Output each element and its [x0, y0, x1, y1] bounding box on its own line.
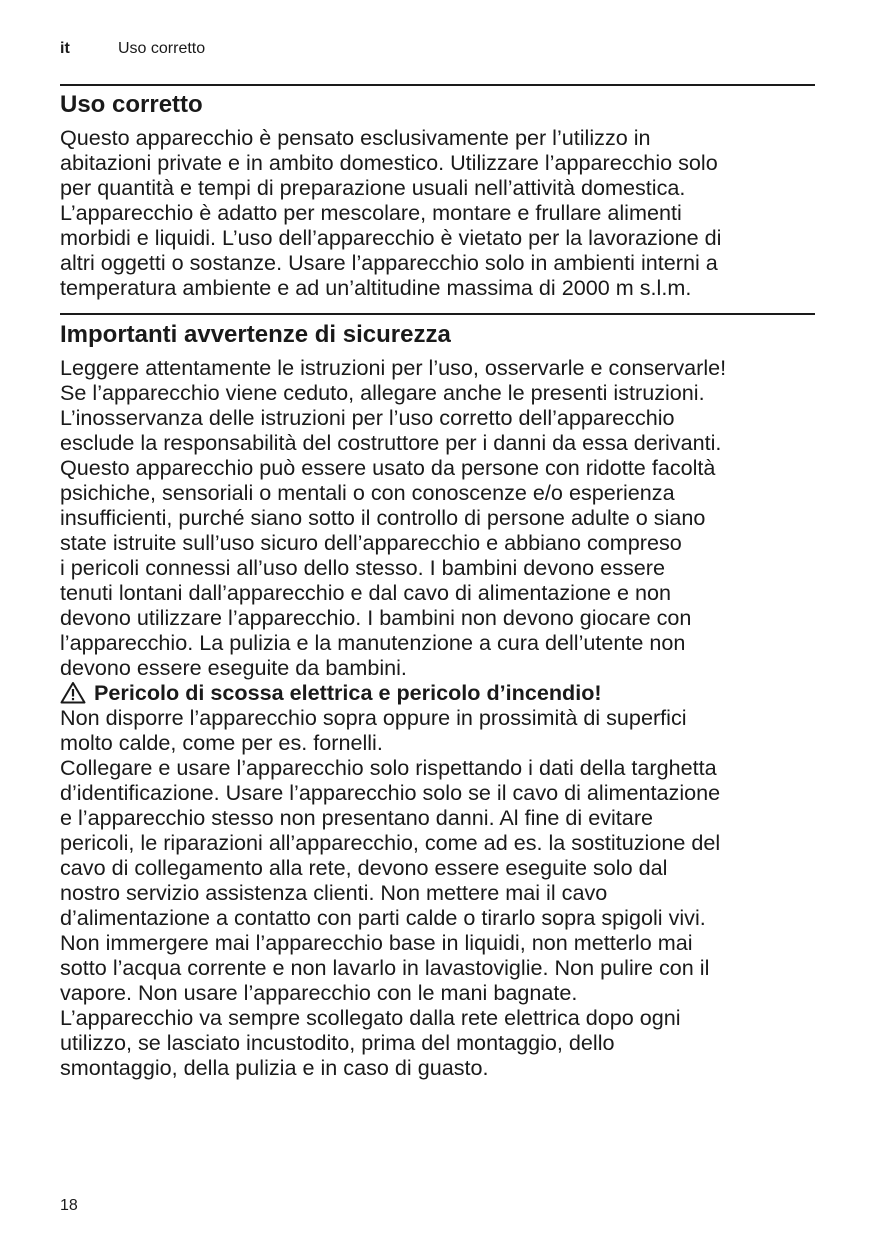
- text-line: per quantità e tempi di preparazione usuali nell’attività domestica.: [60, 175, 686, 200]
- text-line: nostro servizio assistenza clienti. Non mettere mai il cavo: [60, 880, 608, 905]
- section-title-uso-corretto: Uso corretto: [60, 91, 203, 118]
- text-line: Non disporre l’apparecchio sopra oppure in prossimità di superfici: [60, 705, 687, 730]
- text-line: e l’apparecchio stesso non presentano danni. Al fine di evitare: [60, 805, 654, 830]
- text-line: state istruite sull’uso sicuro dell’apparecchio e abbiano compreso: [60, 530, 682, 555]
- text-line: sotto l’acqua corrente e non lavarlo in lavastoviglie. Non pulire con il: [60, 955, 710, 980]
- text-line: L’apparecchio va sempre scollegato dalla rete elettrica dopo ogni: [60, 1005, 681, 1030]
- text-line: devono essere eseguite da bambini.: [60, 655, 407, 680]
- header-section-title: Uso corretto: [118, 40, 206, 57]
- text-line: devono utilizzare l’apparecchio. I bambini non devono giocare con: [60, 605, 692, 630]
- text-line: cavo di collegamento alla rete, devono essere eseguite solo dal: [60, 855, 668, 880]
- warning-title: Pericolo di scossa elettrica e pericolo d’incendio!: [94, 680, 602, 705]
- text-line: i pericoli connessi all’uso dello stesso. I bambini devono essere: [60, 555, 665, 580]
- text-line: insufficienti, purché siano sotto il controllo di persone adulte o siano: [60, 505, 706, 530]
- text-line: L’inosservanza delle istruzioni per l’uso corretto dell’apparecchio: [60, 405, 675, 430]
- text-line: psichiche, sensoriali o mentali o con conoscenze e/o esperienza: [60, 480, 675, 505]
- text-line: tenuti lontani dall’apparecchio e dal cavo di alimentazione e non: [60, 580, 672, 605]
- text-line: d’identificazione. Usare l’apparecchio solo se il cavo di alimentazione: [60, 780, 721, 805]
- language-code: it: [60, 40, 70, 57]
- page-number: 18: [60, 1197, 78, 1214]
- text-line: Leggere attentamente le istruzioni per l’uso, osservarle e conservarle!: [60, 355, 727, 380]
- text-line: altri oggetti o sostanze. Usare l’apparecchio solo in ambienti interni a: [60, 250, 718, 275]
- section-body-uso-corretto: [60, 125, 820, 300]
- header-divider: [60, 84, 815, 86]
- text-line: Collegare e usare l’apparecchio solo rispettando i dati della targhetta: [60, 755, 717, 780]
- text-line: d’alimentazione a contatto con parti calde o tirarlo sopra spigoli vivi.: [60, 905, 706, 930]
- warning-heading: [60, 680, 820, 705]
- text-line: morbidi e liquidi. L’uso dell’apparecchio è vietato per la lavorazione di: [60, 225, 722, 250]
- text-line: Se l’apparecchio viene ceduto, allegare anche le presenti istruzioni.: [60, 380, 705, 405]
- running-header: [60, 40, 205, 58]
- text-line: esclude la responsabilità del costruttore per i danni da essa derivanti.: [60, 430, 722, 455]
- text-line: pericoli, le riparazioni all’apparecchio, come ad es. la sostituzione del: [60, 830, 721, 855]
- warning-triangle-icon: [60, 681, 86, 704]
- text-line: temperatura ambiente e ad un’altitudine massima di 2000 m s.l.m.: [60, 275, 692, 300]
- text-line: smontaggio, della pulizia e in caso di guasto.: [60, 1055, 489, 1080]
- text-line: L’apparecchio è adatto per mescolare, montare e frullare alimenti: [60, 200, 682, 225]
- section-title-safety: Importanti avvertenze di sicurezza: [60, 321, 451, 348]
- text-line: utilizzo, se lasciato incustodito, prima del montaggio, dello: [60, 1030, 615, 1055]
- text-line: Questo apparecchio è pensato esclusivamente per l’utilizzo in: [60, 125, 651, 150]
- text-line: vapore. Non usare l’apparecchio con le mani bagnate.: [60, 980, 578, 1005]
- text-line: molto calde, come per es. fornelli.: [60, 730, 383, 755]
- section-body-safety: [60, 355, 820, 1080]
- text-line: l’apparecchio. La pulizia e la manutenzione a cura dell’utente non: [60, 630, 686, 655]
- text-line: abitazioni private e in ambito domestico. Utilizzare l’apparecchio solo: [60, 150, 718, 175]
- text-line: Questo apparecchio può essere usato da persone con ridotte facoltà: [60, 455, 716, 480]
- section-divider: [60, 313, 815, 315]
- text-line: Non immergere mai l’apparecchio base in liquidi, non metterlo mai: [60, 930, 693, 955]
